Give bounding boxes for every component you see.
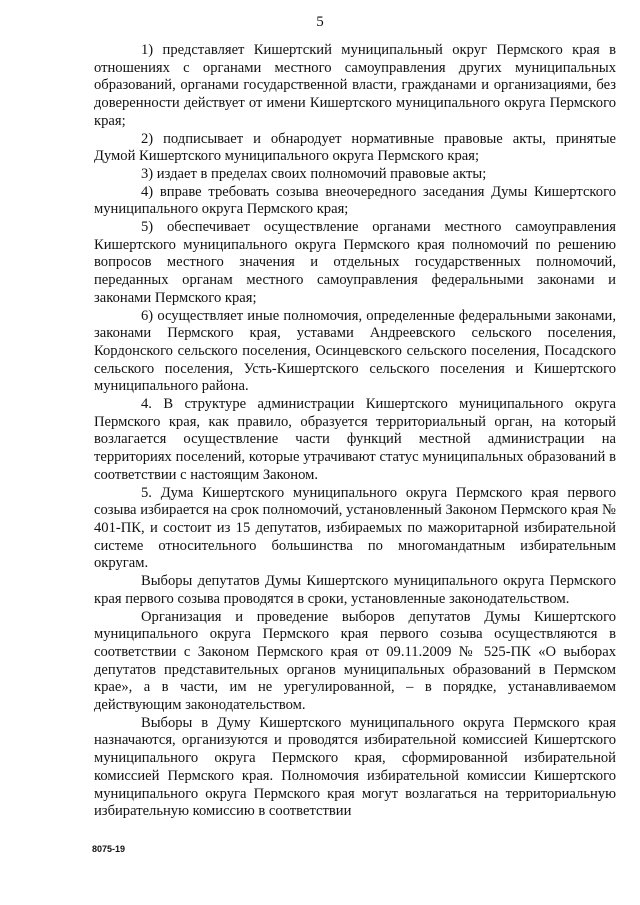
paragraph-3: 3) издает в пределах своих полномочий правовые акты; bbox=[141, 165, 487, 182]
paragraph-9: Выборы депутатов Думы Кишертского муниципального округа Пермского края первого созыва проводятся в сроки, установленные законодательством. bbox=[94, 573, 616, 607]
footer-document-code: 8075-19 bbox=[92, 844, 126, 854]
paragraph-10: Организация и проведение выборов депутатов Думы Кишертского муниципального округа Пермского края первого созыва осуществляются в соответствии с Законом Пермского края от 09.11.2009 № 525-ПК «О выборах депутатов представительных органов муниципальных образований в Пермском крае», а в части, им не урегулированной, – в порядке, устанавливаемом действующим законодательством. bbox=[94, 608, 616, 714]
paragraph-11: Выборы в Думу Кишертского муниципального округа Пермского края назначаются, организуются и проводятся избирательной комиссией Кишертского муниципального округа Пермского края, сформированной избирательной комиссией Пермского края. Полномочия избирательной комиссии Кишертского муниципального округа Пермского края могут возлагаться на территориальную избирательную комиссию в соответствии bbox=[94, 714, 616, 820]
page-number: 5 bbox=[316, 14, 324, 30]
paragraph-7: 4. В структуре администрации Кишертского муниципального округа Пермского края, как правило, образуется территориальный орган, на который возлагается осуществление части функций местной администрации на территориях поселений, которые утрачивают статус муниципальных образований в соответствии с настоящим Законом. bbox=[94, 396, 616, 483]
paragraph-4: 4) вправе требовать созыва внеочередного заседания Думы Кишертского муниципального округа Пермского края; bbox=[94, 183, 616, 218]
paragraph-8: 5. Дума Кишертского муниципального округа Пермского края первого созыва избирается на срок полномочий, установленный Законом Пермского края № 401-ПК, и состоит из 15 депутатов, избираемых по мажоритарной избирательной системе относительного большинства по многомандатным избирательным округам. bbox=[94, 484, 616, 572]
paragraph-5: 5) обеспечивает осуществление органами местного самоуправления Кишертского муниципального округа Пермского края полномочий по решению вопросов местного значения и отдельных государственных полномочий, переданных органам местного самоуправления федеральными законами и законами Пермского края; bbox=[94, 219, 616, 306]
paragraph-1: 1) представляет Кишертский муниципальный округ Пермского края в отношениях с органами местного самоуправления других муниципальных образований, органами государственной власти, гражданами и организациями, без доверенности действует от имени Кишертского муниципального округа Пермского края; bbox=[94, 42, 616, 129]
paragraph-6: 6) осуществляет иные полномочия, определенные федеральными законами, законами Пермского края, уставами Андреевского сельского поселения, Кордонского сельского поселения, Осинцевского сельского поселения, Посадского сельского поселения, Усть-Кишертского сельского поселения и Кишертского муниципального района. bbox=[94, 307, 616, 395]
document-body bbox=[94, 42, 616, 821]
paragraph-2: 2) подписывает и обнародует нормативные правовые акты, принятые Думой Кишертского муниципального округа Пермского края; bbox=[94, 130, 616, 165]
